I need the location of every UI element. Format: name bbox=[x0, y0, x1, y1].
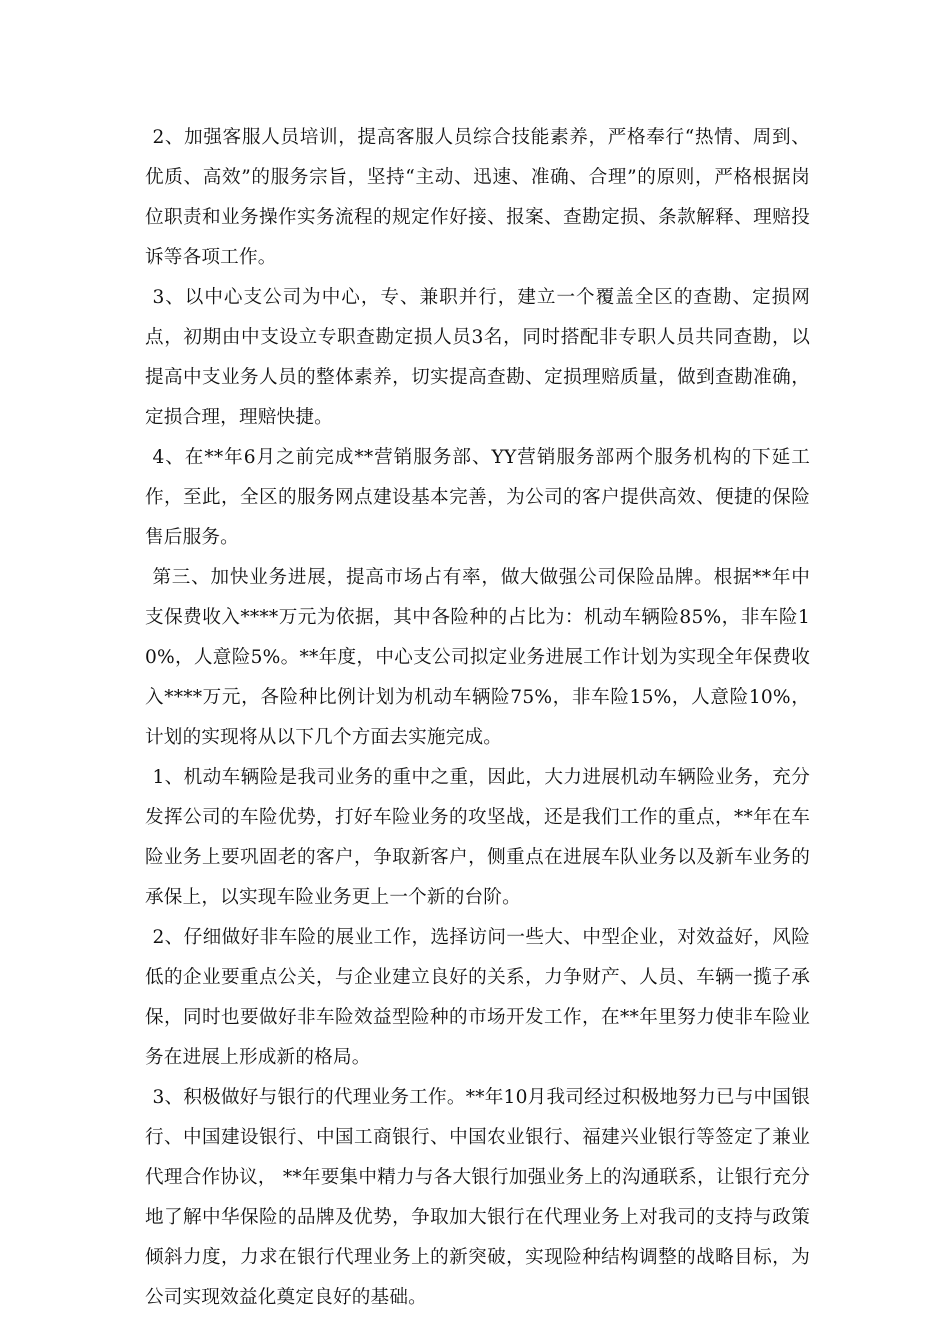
paragraph-non-motor-insurance: 2、仔细做好非车险的展业工作，选择访问一些大、中型企业，对效益好，风险低的企业要重点公关，与企业建立良好的关系，力争财产、人员、车辆一揽子承保，同时也要做好非车险效益型险种的市场开发工作，在**年里努力使非车险业务在进展上形成新的格局。 bbox=[145, 927, 810, 1068]
paragraph-service-outlets: 4、在**年6月之前完成**营销服务部、YY营销服务部两个服务机构的下延工作，至此，全区的服务网点建设基本完善，为公司的客户提供高效、便捷的保险售后服务。 bbox=[145, 447, 810, 548]
paragraph-survey-network: 3、以中心支公司为中心，专、兼职并行，建立一个覆盖全区的查勘、定损网点，初期由中支设立专职查勘定损人员3名，同时搭配非专职人员共同查勘，以提高中支业务人员的整体素养，切实提高查勘、定损理赔质量，做到查勘准确，定损合理，理赔快捷。 bbox=[145, 287, 810, 428]
paragraph-business-growth: 第三、加快业务进展，提高市场占有率，做大做强公司保险品牌。根据**年中支保费收入****万元为依据，其中各险种的占比为：机动车辆险85%，非车险10%，人意险5%。**年度，中心支公司拟定业务进展工作计划为实现全年保费收入****万元，各险种比例计划为机动车辆险75%，非车险15%，人意险10%，计划的实现将从以下几个方面去实施完成。 bbox=[145, 567, 810, 748]
paragraph-motor-insurance: 1、机动车辆险是我司业务的重中之重，因此，大力进展机动车辆险业务，充分发挥公司的车险优势，打好车险业务的攻坚战，还是我们工作的重点，**年在车险业务上要巩固老的客户，争取新客户，侧重点在进展车队业务以及新车业务的承保上，以实现车险业务更上一个新的台阶。 bbox=[145, 767, 810, 908]
paragraph-service-training: 2、加强客服人员培训，提高客服人员综合技能素养，严格奉行“热情、周到、优质、高效”的服务宗旨，坚持“主动、迅速、准确、合理”的原则，严格根据岗位职责和业务操作实务流程的规定作好接、报案、查勘定损、条款解释、理赔投诉等各项工作。 bbox=[145, 127, 810, 268]
paragraph-bank-agency: 3、积极做好与银行的代理业务工作。**年10月我司经过积极地努力已与中国银行、中国建设银行、中国工商银行、中国农业银行、福建兴业银行等签定了兼业代理合作协议， **年要集中精力与各大银行加强业务上的沟通联系，让银行充分地了解中华保险的品牌及优势，争取加大银行在代理业务上对我司的支持与政策倾斜力度，力求在银行代理业务上的新突破，实现险种结构调整的战略目标，为公司实现效益化奠定良好的基础。 bbox=[145, 1087, 810, 1308]
document-body bbox=[145, 118, 810, 1318]
